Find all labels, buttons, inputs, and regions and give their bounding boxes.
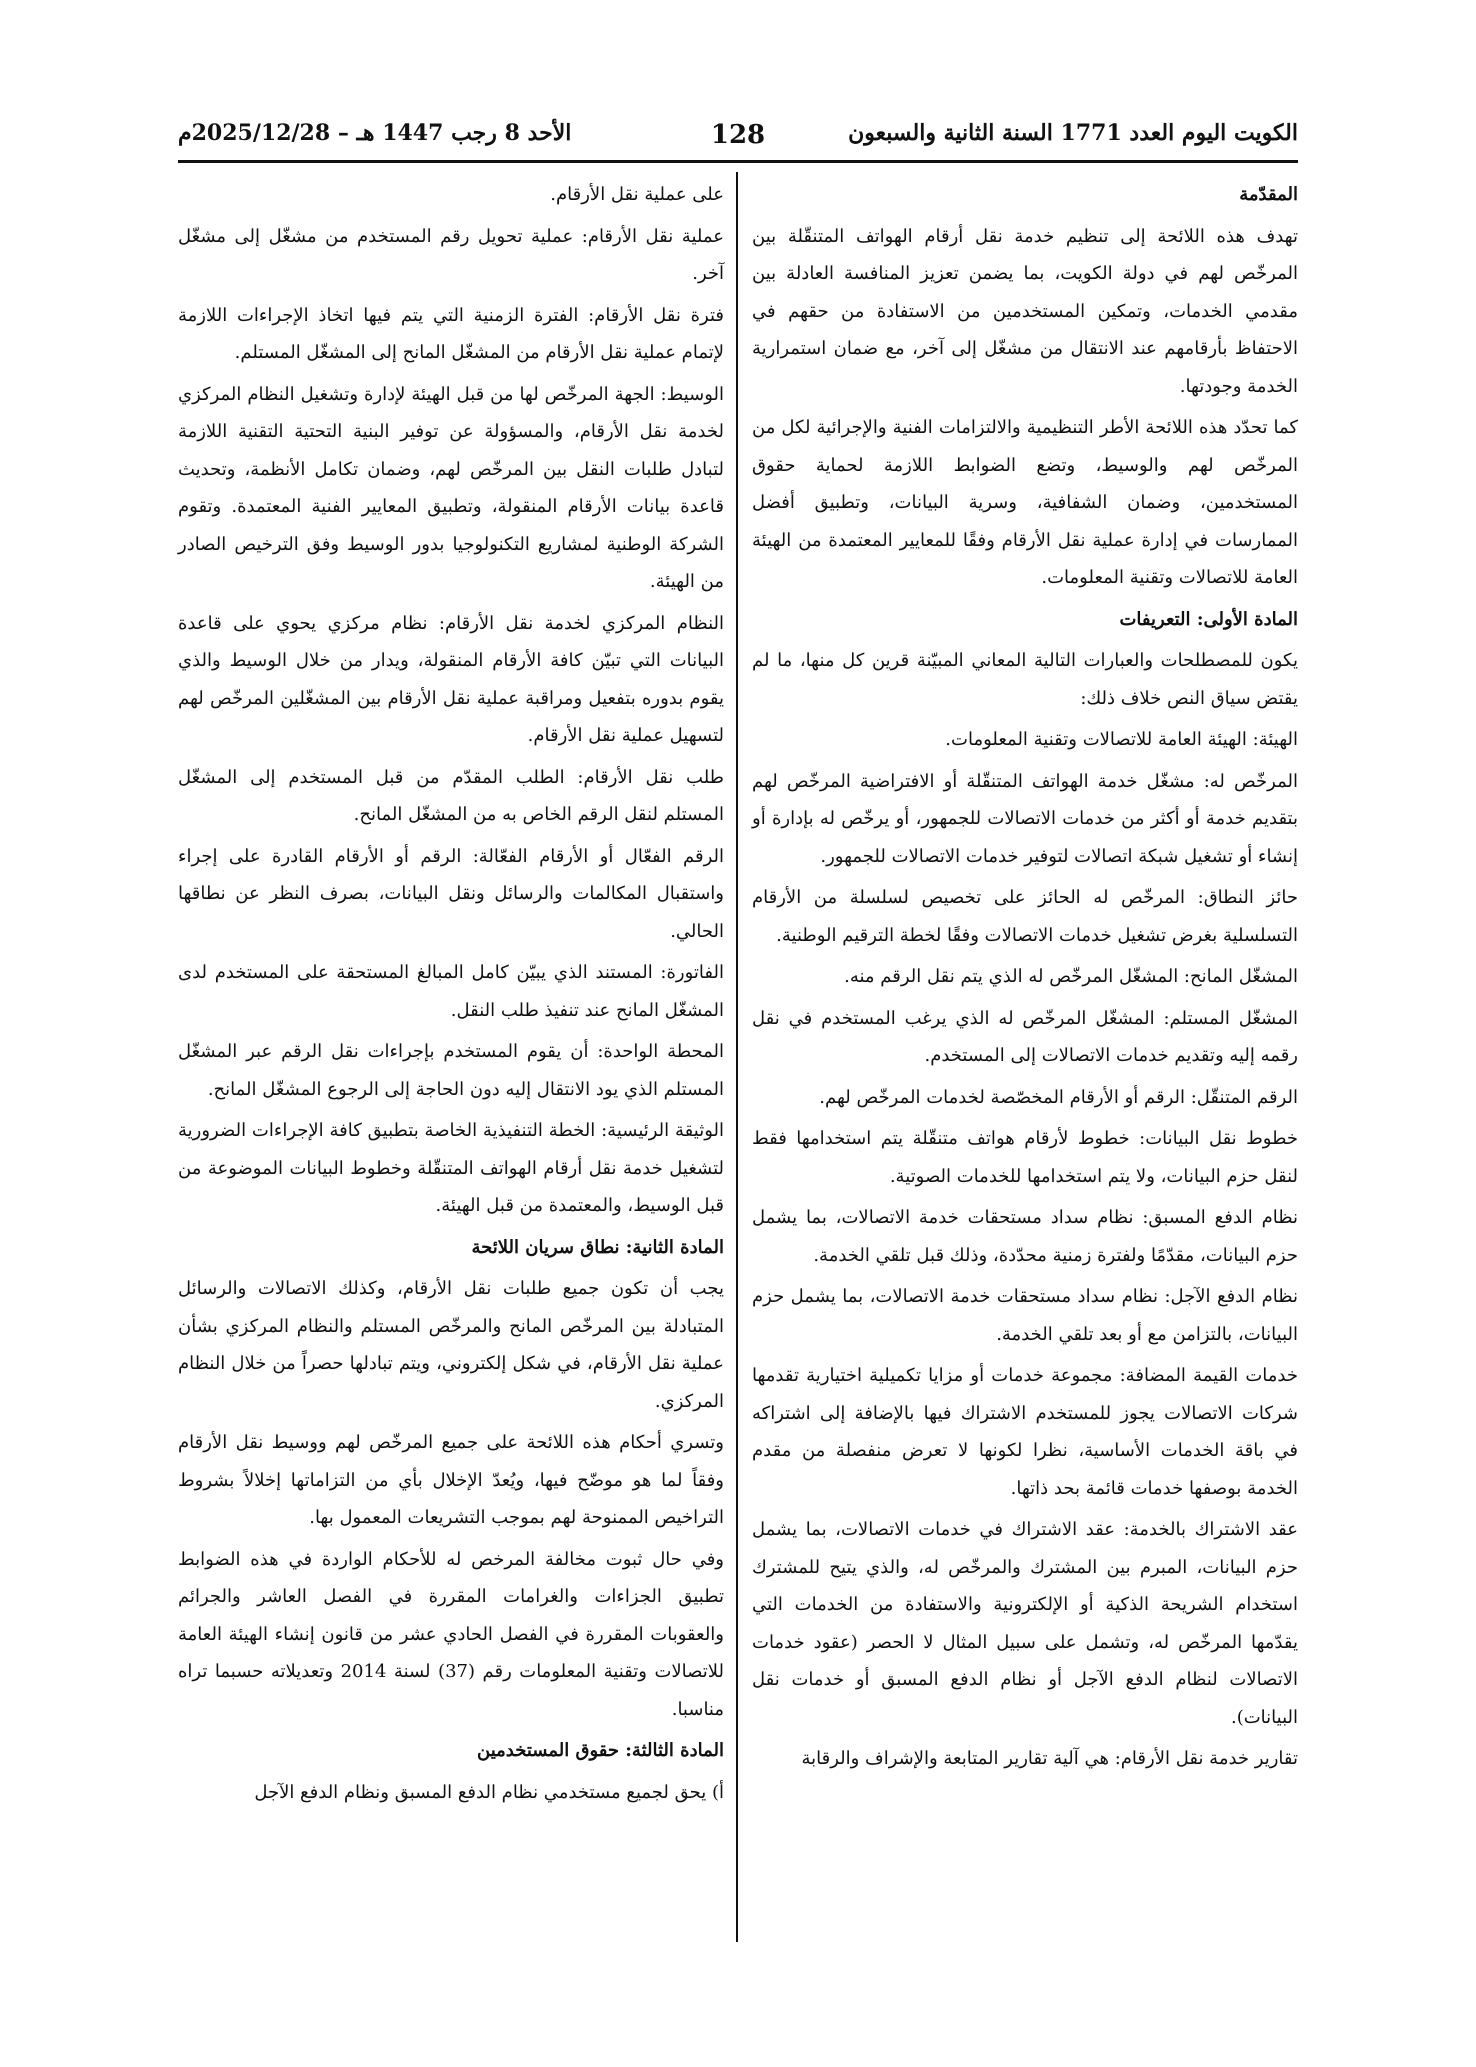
- paragraph: المحطة الواحدة: أن يقوم المستخدم بإجراءات نقل الرقم عبر المشغّل المستلم الذي يود الانتقال إليه دون الحاجة إلى الرجوع المشغّل المانح.: [178, 1041, 724, 1100]
- left-column: [178, 176, 724, 1815]
- paragraph: الوسيط: الجهة المرخّص لها من قبل الهيئة لإدارة وتشغيل النظام المركزي لخدمة نقل الأرقام، والمسؤولة عن توفير البنية التحتية التقنية اللازمة لتبادل طلبات النقل بين المرخّص لهم، وضمان تكامل الأنظمة، وتحديث قاعدة بيانات الأرقام المنقولة، وتطبيق المعايير الفنية المعتمدة. وتقوم الشركة الوطنية لمشاريع التكنولوجيا بدور الوسيط وفق الترخيص الصادر من الهيئة.: [178, 383, 724, 592]
- section-heading: المادة الثالثة: حقوق المستخدمين: [477, 1740, 724, 1761]
- header-rule: [178, 160, 1298, 163]
- paragraph: نظام الدفع الآجل: نظام سداد مستحقات خدمة الاتصالات، بما يشمل حزم البيانات، بالتزامن مع أو بعد تلقي الخدمة.: [752, 1286, 1298, 1345]
- paragraph: خطوط نقل البيانات: خطوط لأرقام هواتف متنقّلة يتم استخدامها فقط لنقل حزم البيانات، ولا يتم استخدامها للخدمات الصوتية.: [752, 1128, 1298, 1187]
- paragraph: طلب نقل الأرقام: الطلب المقدّم من قبل المستخدم إلى المشغّل المستلم لنقل الرقم الخاص به من المشغّل المانح.: [178, 766, 724, 825]
- issue-date: الأحد 8 رجب 1447 هـ – 2025/12/28م: [178, 120, 572, 146]
- paragraph: الرقم المتنقّل: الرقم أو الأرقام المخصّصة لخدمات المرخّص لهم.: [819, 1086, 1298, 1108]
- paragraph: حائز النطاق: المرخّص له الحائز على تخصيص لسلسلة من الأرقام التسلسلية بغرض تشغيل خدمات الاتصالات وفقًا لخطة الترقيم الوطنية.: [752, 887, 1298, 946]
- paragraph: وتسري أحكام هذه اللائحة على جميع المرخّص لهم ووسيط نقل الأرقام وفقاً لما هو موضّح فيها، ويُعدّ الإخلال بأي من التزاماتها إخلالاً بشروط التراخيص الممنوحة لهم بموجب التشريعات المعمول بها.: [178, 1432, 724, 1528]
- gazette-issue-info: الكويت اليوم العدد 1771 السنة الثانية والسبعون: [848, 120, 1298, 146]
- paragraph: على عملية نقل الأرقام.: [550, 184, 724, 205]
- column-divider: [736, 172, 738, 1942]
- paragraph: النظام المركزي لخدمة نقل الأرقام: نظام مركزي يحوي على قاعدة البيانات التي تبيّن كافة الأرقام المنقولة، ويدار من خلال الوسيط والذي يقوم بدوره بتفعيل ومراقبة عملية نقل الأرقام بين المشغّلين المرخّص لهم لتسهيل عملية نقل الأرقام.: [178, 612, 724, 746]
- right-column: [752, 176, 1298, 1782]
- paragraph: المرخّص له: مشغّل خدمة الهواتف المتنقّلة أو الافتراضية المرخّص لهم بتقديم خدمة أو أكثر من خدمات الاتصالات للجمهور، أو يرخّص له بإدارة أو إنشاء أو تشغيل شبكة اتصالات لتوفير خدمات الاتصالات للجمهور.: [752, 770, 1298, 867]
- paragraph: الوثيقة الرئيسية: الخطة التنفيذية الخاصة بتطبيق كافة الإجراءات الضرورية لتشغيل خدمة نقل أرقام الهواتف المتنقّلة وخطوط البيانات الموضوعة من قبل الوسيط، والمعتمدة من قبل الهيئة.: [178, 1120, 724, 1216]
- paragraph: تقارير خدمة نقل الأرقام: هي آلية تقارير المتابعة والإشراف والرقابة: [801, 1748, 1298, 1769]
- paragraph: الرقم الفعّال أو الأرقام الفعّالة: الرقم أو الأرقام القادرة على إجراء واستقبال المكالمات والرسائل ونقل البيانات، بصرف النظر عن نطاقها الحالي.: [178, 845, 724, 942]
- paragraph: المشغّل المستلم: المشغّل المرخّص له الذي يرغب المستخدم في نقل رقمه إليه وتقديم خدمات الاتصالات إلى المستخدم.: [752, 1007, 1298, 1066]
- page-number: 128: [710, 120, 766, 150]
- paragraph: يكون للمصطلحات والعبارات التالية المعاني المبيّنة قرين كل منها، ما لم يقتض سياق النص خلاف ذلك:: [752, 650, 1298, 709]
- paragraph: فترة نقل الأرقام: الفترة الزمنية التي يتم فيها اتخاذ الإجراءات اللازمة لإتمام عملية نقل الأرقام من المشغّل المانح إلى المشغّل المستلم.: [178, 304, 724, 363]
- paragraph: الهيئة: الهيئة العامة للاتصالات وتقنية المعلومات.: [945, 729, 1298, 750]
- paragraph: يجب أن تكون جميع طلبات نقل الأرقام، وكذلك الاتصالات والرسائل المتبادلة بين المرخّص المانح والمرخّص المستلم والنظام المركزي بشأن عملية نقل الأرقام، في شكل إلكتروني، ويتم تبادلها حصراً من خلال النظام المركزي.: [178, 1278, 724, 1412]
- paragraph: خدمات القيمة المضافة: مجموعة خدمات أو مزايا تكميلية اختيارية تقدمها شركات الاتصالات يجوز للمستخدم الاشتراك فيها بالإضافة إلى اشتراكه في باقة الخدمات الأساسية، نظرا لكونها لا تعرض منفصلة من مقدم الخدمة بوصفها خدمات قائمة بحد ذاتها.: [752, 1365, 1298, 1499]
- paragraph: تهدف هذه اللائحة إلى تنظيم خدمة نقل أرقام الهواتف المتنقّلة بين المرخّص لهم في دولة الكويت، بما يضمن تعزيز المنافسة العادلة بين مقدمي الخدمات، وتمكين المستخدمين من الاستفادة من حقهم في الاحتفاظ بأرقامهم عند الانتقال من مشغّل إلى آخر، مع ضمان استمرارية الخدمة وجودتها.: [752, 225, 1298, 397]
- paragraph: المشغّل المانح: المشغّل المرخّص له الذي يتم نقل الرقم منه.: [844, 966, 1298, 987]
- paragraph: الفاتورة: المستند الذي يبيّن كامل المبالغ المستحقة على المستخدم لدى المشغّل المانح عند تنفيذ طلب النقل.: [178, 962, 724, 1021]
- page-header: [178, 120, 1298, 156]
- paragraph: وفي حال ثبوت مخالفة المرخص له للأحكام الواردة في هذه الضوابط تطبيق الجزاءات والغرامات المقررة في الفصل العاشر والجرائم والعقوبات المقررة في الفصل الحادي عشر من قانون إنشاء الهيئة العامة للاتصالات وتقنية المعلومات رقم (37) لسنة 2014 وتعديلاته حسبما تراه مناسبا.: [178, 1548, 725, 1720]
- paragraph: كما تحدّد هذه اللائحة الأطر التنظيمية والالتزامات الفنية والإجرائية لكل من المرخّص لهم والوسيط، وتضع الضوابط اللازمة لحماية حقوق المستخدمين، وضمان الشفافية، وسرية البيانات، وتطبيق أفضل الممارسات في إدارة عملية نقل الأرقام وفقًا للمعايير المعتمدة من الهيئة العامة للاتصالات وتقنية المعلومات.: [752, 417, 1298, 588]
- section-heading: المادة الثانية: نطاق سريان اللائحة: [471, 1236, 724, 1258]
- section-heading: المقدّمة: [1239, 184, 1298, 205]
- paragraph: عقد الاشتراك بالخدمة: عقد الاشتراك في خدمات الاتصالات، بما يشمل حزم البيانات، المبرم بين المشترك والمرخّص له، والذي يتيح للمشترك استخدام الشريحة الذكية أو الإلكترونية والاستفادة من الخدمات التي يقدّمها المرخّص له، وتشمل على سبيل المثال لا الحصر (عقود خدمات الاتصالات لنظام الدفع الآجل أو نظام الدفع المسبق أو خدمات نقل البيانات).: [752, 1519, 1298, 1728]
- paragraph: نظام الدفع المسبق: نظام سداد مستحقات خدمة الاتصالات، بما يشمل حزم البيانات، مقدّمًا ولفترة زمنية محدّدة، وذلك قبل تلقي الخدمة.: [752, 1207, 1298, 1266]
- paragraph: عملية نقل الأرقام: عملية تحويل رقم المستخدم من مشغّل إلى مشغّل آخر.: [178, 225, 724, 284]
- section-heading: المادة الأولى: التعريفات: [1119, 608, 1298, 630]
- paragraph: أ) يحق لجميع مستخدمي نظام الدفع المسبق ونظام الدفع الآجل: [254, 1781, 724, 1803]
